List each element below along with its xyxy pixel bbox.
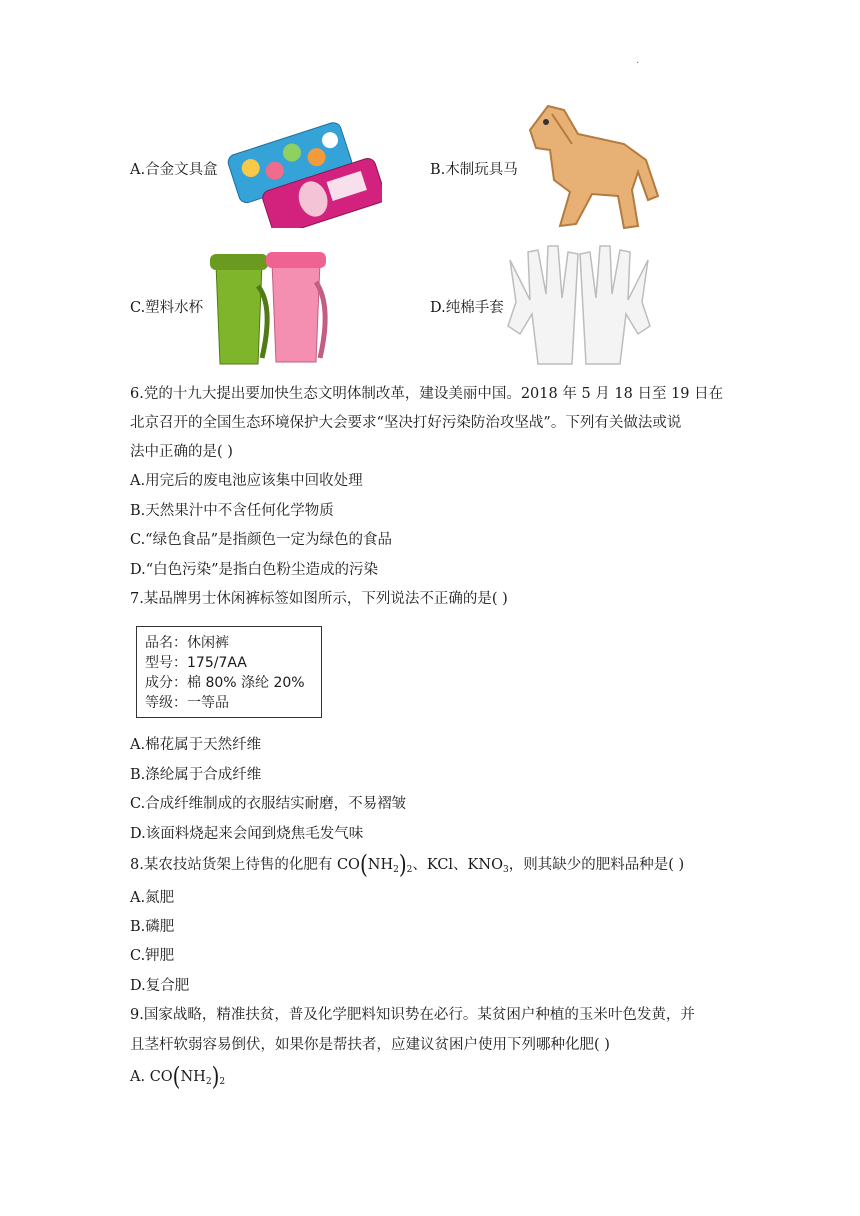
option-a-label: A.合金文具盒 — [130, 162, 218, 178]
cotton-gloves-image — [502, 240, 656, 368]
wooden-horse-image — [520, 100, 662, 230]
q7-option-d: D.该面料烧起来会闻到烧焦毛发气味 — [130, 826, 364, 842]
q9-stem-line1: 9.国家战略，精准扶贫，普及化学肥料知识势在必行。某贫困户种植的玉米叶色发黄，并 — [130, 1007, 695, 1023]
q7-option-b: B.涤纶属于合成纤维 — [130, 767, 262, 783]
q8-option-d: D.复合肥 — [130, 978, 190, 994]
q8-stem: 8.某农技站货架上待售的化肥有 $CO(NH_2)_2$、KCl、$KNO_3$，则其缺少的肥料品种是( ) — [130, 849, 685, 879]
page-marker: · — [636, 58, 640, 69]
q6-stem-line1: 6.党的十九大提出要加快生态文明体制改革，建设美丽中国。2018 年 5 月 18 日至 19 日在 — [130, 386, 724, 402]
q7-option-c: C.合成纤维制成的衣服结实耐磨，不易褶皱 — [130, 796, 407, 812]
option-c-label: C.塑料水杯 — [130, 300, 204, 316]
tag-model: 型号：175/7AA — [145, 655, 247, 671]
q7-option-a: A.棉花属于天然纤维 — [130, 737, 262, 753]
q8-option-b: B.磷肥 — [130, 919, 175, 935]
q9-option-a: A. $CO(NH_2)_2$ — [130, 1061, 226, 1091]
clothing-tag — [136, 626, 322, 718]
q9-stem-line2: 且茎杆软弱容易倒伏，如果你是帮扶者，应建议贫困户使用下列哪种化肥( ) — [130, 1037, 610, 1053]
option-b-label: B.木制玩具马 — [430, 162, 518, 178]
tag-grade: 等级：一等品 — [145, 695, 229, 711]
q6-option-b: B.天然果汁中不含任何化学物质 — [130, 503, 334, 519]
tag-name: 品名：休闲裤 — [145, 635, 229, 651]
q8-option-c: C.钾肥 — [130, 948, 175, 964]
option-d-label: D.纯棉手套 — [430, 300, 504, 316]
q7-stem: 7.某品牌男士休闲裤标签如图所示，下列说法不正确的是( ) — [130, 591, 508, 607]
tag-composition: 成分：棉 80% 涤纶 20% — [145, 675, 305, 691]
q6-stem-line3: 法中正确的是( ) — [130, 444, 233, 460]
pencil-case-image — [222, 104, 382, 228]
q6-stem-line2: 北京召开的全国生态环境保护大会要求“坚决打好污染防治攻坚战”。下列有关做法或说 — [130, 415, 682, 431]
plastic-cups-image — [202, 246, 338, 370]
q6-option-a: A.用完后的废电池应该集中回收处理 — [130, 473, 363, 489]
q6-option-c: C.“绿色食品”是指颜色一定为绿色的食品 — [130, 532, 393, 548]
q6-option-d: D.“白色污染”是指白色粉尘造成的污染 — [130, 562, 379, 578]
q8-option-a: A.氮肥 — [130, 890, 175, 906]
